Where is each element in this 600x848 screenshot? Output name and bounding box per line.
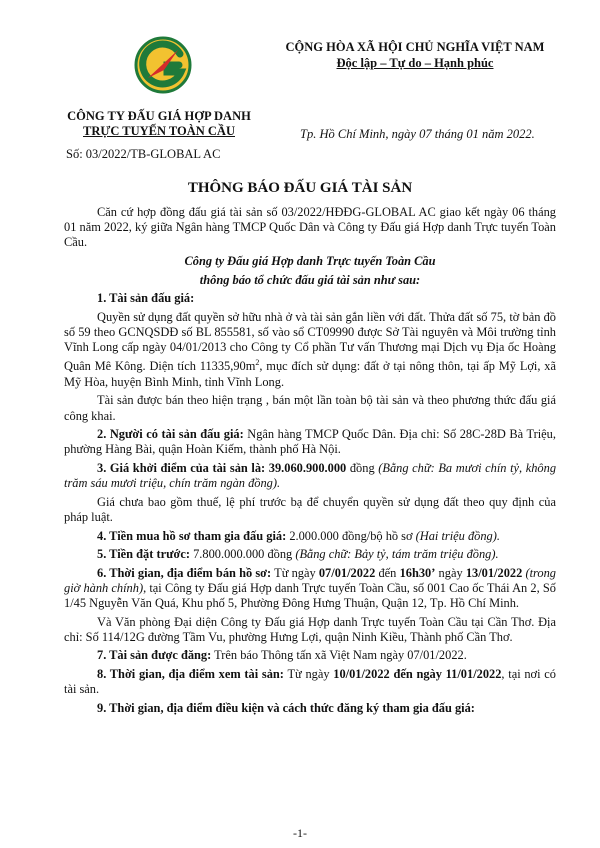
section-2: 2. Người có tài sản đấu giá: Ngân hàng TMCP Quốc Dân. Địa chỉ: Số 28C-28D Bà Triệu, phường Hàng Bài, quận Hoàn Kiếm, thành phố Hà Nội. [64, 427, 556, 457]
company-name-line1: CÔNG TY ĐẤU GIÁ HỢP DANH [67, 109, 251, 123]
section-9-heading: 9. Thời gian, địa điểm điều kiện và cách thức đăng ký tham gia đấu giá: [97, 700, 475, 715]
section-5: 5. Tiền đặt trước: 7.800.000.000 đồng (Bằng chữ: Bảy tỷ, tám trăm triệu đồng). [97, 547, 499, 562]
company-name-line2: TRỰC TUYẾN TOÀN CẦU [83, 124, 235, 138]
section-6: 6. Thời gian, địa điểm bán hồ sơ: Từ ngày 07/01/2022 đến 16h30’ ngày 13/01/2022 (trong giờ hành chính), tại Công ty Đấu giá Hợp danh Trực tuyến Toàn Cầu, số 001 Cao ốc Thái An 2, Số 1/45 Nguyễn Văn Quá, Khu phố 5, Phường Đông Hưng Thuận, Quận 12, Tp. Hồ Chí Minh. [64, 565, 557, 611]
intro-paragraph: Căn cứ hợp đồng đấu giá tài sản số 03/2022/HĐĐG-GLOBAL AC giao kết ngày 06 tháng 01 năm 2022, ký giữa Ngân hàng TMCP Quốc Dân và Công ty Đấu giá Hợp danh Trực tuyến Toàn Cầu. [64, 205, 556, 250]
section-7: 7. Tài sản được đăng: Trên báo Thông tấn xã Việt Nam ngày 07/01/2022. [97, 648, 467, 663]
announce-line1: Công ty Đấu giá Hợp danh Trực tuyến Toàn Cầu [184, 254, 436, 268]
section-4: 4. Tiền mua hồ sơ tham gia đấu giá: 2.000.000 đồng/bộ hồ sơ (Hai triệu đồng). [97, 528, 500, 543]
national-motto: Độc lập – Tự do – Hạnh phúc [336, 56, 494, 70]
section-1-method: Tài sản được bán theo hiện trạng , bán một lần toàn bộ tài sản và theo phương thức đấu giá công khai. [64, 393, 556, 423]
page-number: -1- [293, 826, 307, 840]
document-number: Số: 03/2022/TB-GLOBAL AC [66, 147, 221, 161]
section-1-asset: Quyền sử dụng đất quyền sở hữu nhà ở và tài sản gắn liền với đất. Thửa đất số 75, tờ bản đồ số 59 theo GCNQSDĐ số BL 855581, số vào sổ CT09990 được Sở Tài nguyên và Môi trường tỉnh Vĩnh Long cấp ngày 04/01/2013 cho Công ty Cổ phần Tư vấn Thương mại Dịch vụ Địa ốc Hoàng Quân Mê Kông. Diện tích $11335,90m^2$, mục đích sử dụng: đất ở tại nông thôn, tại ấp Mỹ Lợi, xã Mỹ Hòa, huyện Bình Minh, tỉnh Vĩnh Long. [64, 309, 556, 389]
company-logo-icon [134, 36, 192, 94]
section-1-heading: 1. Tài sản đấu giá: [97, 291, 195, 306]
section-3: 3. Giá khởi điểm của tài sản là: 39.060.900.000 đồng (Bằng chữ: Ba mươi chín tỷ, không trăm sáu mươi triệu, chín trăm ngàn đồng). [64, 460, 557, 491]
section-3-note: Giá chưa bao gồm thuế, lệ phí trước bạ để chuyển quyền sử dụng đất theo quy định của pháp luật. [64, 494, 556, 524]
section-8: 8. Thời gian, địa điểm xem tài sản: Từ ngày 10/01/2022 đến ngày 11/01/2022, tại nơi có tài sản. [64, 667, 556, 697]
announce-line2: thông báo tổ chức đấu giá tài sản như sau: [199, 272, 421, 287]
section-6-branch: Và Văn phòng Đại diện Công ty Đấu giá Hợp danh Trực tuyến Toàn Cầu tại Cần Thơ. Địa chỉ: Số 114/12G đường Tầm Vu, phường Hưng Lợi, quận Ninh Kiều, Thành phố Cần Thơ. [64, 614, 556, 644]
document-body [64, 205, 556, 719]
document-title: THÔNG BÁO ĐẤU GIÁ TÀI SẢN [187, 180, 413, 196]
national-title: CỘNG HÒA XÃ HỘI CHỦ NGHĨA VIỆT NAM [285, 40, 545, 54]
date-line: Tp. Hồ Chí Minh, ngày 07 tháng 01 năm 2022. [300, 127, 535, 141]
